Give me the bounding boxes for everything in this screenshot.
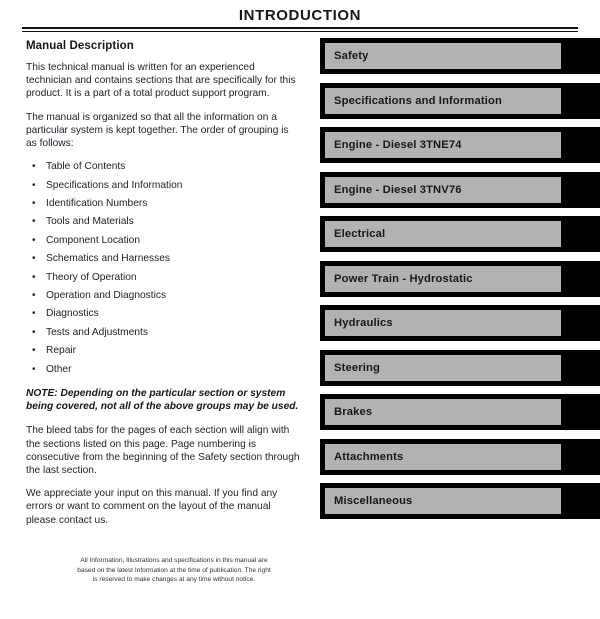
manual-description-column [26, 40, 302, 537]
list-item-label: Diagnostics [46, 308, 99, 320]
bleed-tab-label: Miscellaneous [334, 495, 413, 507]
bleed-tab-face [325, 266, 561, 292]
bleed-tab-label: Specifications and Information [334, 94, 502, 107]
bleed-tab-face [325, 399, 561, 425]
list-item [26, 215, 302, 228]
list-item-label: Theory of Operation [46, 271, 137, 283]
list-item [26, 363, 302, 376]
bleed-tab-steering[interactable] [320, 350, 600, 386]
bleed-tab-explanation-paragraph: The bleed tabs for the pages of each section will align with the sections listed on this page. Page numbering is consecutive from the beginning of the Safety section through the last section. [26, 425, 300, 476]
list-item [26, 271, 302, 284]
list-item-label: Component Location [46, 234, 141, 246]
bleed-tab-face [325, 88, 561, 114]
list-item [26, 289, 302, 302]
bleed-tab-face [325, 310, 561, 336]
bleed-tab-safety[interactable] [320, 38, 600, 74]
bleed-tab-brakes[interactable] [320, 394, 600, 430]
bleed-tab-specifications-and-information[interactable] [320, 83, 600, 119]
bleed-tab-engine-diesel-3tnv76[interactable] [320, 172, 600, 208]
list-item-label: Operation and Diagnostics [46, 289, 167, 301]
bleed-tab-label: Hydraulics [334, 317, 393, 329]
list-item-label: Other [46, 363, 72, 375]
manual-group-list [26, 160, 302, 375]
bleed-tab-miscellaneous[interactable] [320, 483, 600, 519]
bleed-tab-face [325, 177, 561, 203]
list-item [26, 307, 302, 320]
bleed-tab-label: Electrical [334, 228, 386, 240]
bleed-tab-hydraulics[interactable] [320, 305, 600, 341]
bleed-tab-face [325, 43, 561, 69]
bullet-icon: • [32, 216, 36, 228]
bleed-tab-label: Brakes [334, 406, 373, 418]
bullet-icon: • [32, 253, 36, 265]
list-item [26, 326, 302, 339]
list-item [26, 179, 302, 192]
list-item [26, 197, 302, 210]
bullet-icon: • [32, 234, 36, 246]
bullet-icon: • [32, 179, 36, 191]
header-divider-thin-line [22, 31, 578, 32]
manual-description-note: NOTE: Depending on the particular section or system being covered, not all of the above groups may be used. [26, 387, 299, 412]
list-item-label: Tests and Adjustments [46, 326, 148, 338]
list-item-label: Schematics and Harnesses [46, 253, 171, 265]
bullet-icon: • [32, 363, 36, 375]
bullet-icon: • [32, 326, 36, 338]
list-item [26, 234, 302, 247]
list-item-label: Tools and Materials [46, 216, 134, 228]
manual-description-paragraph-2: The manual is organized so that all the information on a particular system is kept together. The order of grouping is as follows: [26, 111, 289, 150]
bullet-icon: • [32, 289, 36, 301]
bleed-tab-label: Engine - Diesel 3TNE74 [334, 139, 462, 151]
list-item-label: Repair [46, 345, 77, 357]
bullet-icon: • [32, 161, 36, 173]
list-item [26, 252, 302, 265]
bullet-icon: • [32, 198, 36, 209]
bleed-tab-power-train-hydrostatic[interactable] [320, 261, 600, 297]
list-item-label: Identification Numbers [46, 198, 148, 209]
bleed-tab-face [325, 221, 561, 247]
list-item [26, 344, 302, 357]
header-divider [22, 27, 578, 32]
manual-description-paragraph-1: This technical manual is written for an experienced technician and contains sections that are specifically for this product. It is a part of a total product support program. [26, 62, 296, 100]
bleed-tab-label: Steering [334, 361, 380, 374]
manual-description-heading: Manual Description [26, 40, 134, 52]
bleed-tab-face [325, 488, 561, 514]
feedback-paragraph: We appreciate your input on this manual. If you find any errors or want to comment on the layout of the manual please contact us. [26, 488, 278, 526]
footer-disclaimer: All Information, Illustrations and specifications in this manual are based on the latest Information at the time of publication. The right is reserved to make changes at any time without notice. [77, 557, 271, 584]
bleed-tab-list [320, 38, 600, 528]
list-item [26, 160, 302, 173]
bleed-tab-face [325, 444, 561, 470]
bleed-tab-label: Engine - Diesel 3TNV76 [334, 183, 462, 196]
bleed-tab-label: Power Train - Hydrostatic [334, 272, 473, 285]
list-item-label: Table of Contents [46, 161, 126, 173]
bleed-tab-attachments[interactable] [320, 439, 600, 475]
page-title: INTRODUCTION [238, 7, 362, 24]
bleed-tab-face [325, 132, 561, 158]
bullet-icon: • [32, 345, 36, 357]
bleed-tab-label: Attachments [334, 450, 404, 463]
bleed-tab-engine-diesel-3tne74[interactable] [320, 127, 600, 163]
bleed-tab-electrical[interactable] [320, 216, 600, 252]
list-item-label: Specifications and Information [46, 179, 183, 191]
bleed-tab-face [325, 355, 561, 381]
bullet-icon: • [32, 308, 36, 320]
bleed-tab-label: Safety [334, 50, 369, 62]
bullet-icon: • [32, 271, 36, 283]
